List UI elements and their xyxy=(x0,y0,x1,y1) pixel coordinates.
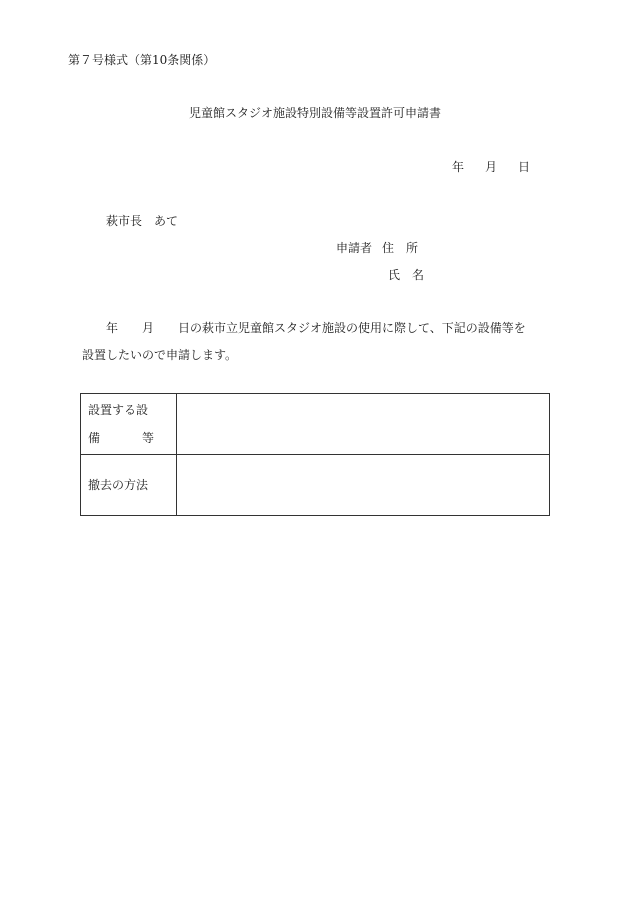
body-month-label: 月 xyxy=(142,321,155,335)
table-row-removal xyxy=(81,455,550,516)
name-label: 氏 名 xyxy=(388,268,425,282)
document-title: 児童館スタジオ施設特別設備等設置許可申請書 xyxy=(188,106,441,120)
equipment-label-end: 等 xyxy=(141,431,154,445)
equipment-label-line-1: 設置する設 xyxy=(88,403,149,417)
removal-label: 撤去の方法 xyxy=(88,478,149,492)
address-label: 住 所 xyxy=(382,241,419,255)
addressee xyxy=(106,214,178,228)
date-month-label: 月 xyxy=(485,160,498,174)
removal-label-cell xyxy=(81,455,177,516)
applicant-role-label: 申請者 xyxy=(336,241,373,255)
addressee-name: 萩市長 xyxy=(106,214,143,228)
date-year-label: 年 xyxy=(452,160,465,174)
body-text-line-1 xyxy=(106,321,526,335)
equipment-label-line-2 xyxy=(88,431,154,445)
table-row-equipment xyxy=(81,394,550,455)
equipment-label-cell xyxy=(81,394,177,455)
detail-table xyxy=(80,393,550,516)
body-text-line-2: 設置したいので申請します。 xyxy=(82,348,238,362)
equipment-value-cell[interactable] xyxy=(176,394,549,455)
applicant-name-row xyxy=(388,268,424,282)
body-year-label: 年 xyxy=(106,321,119,335)
date-day-label: 日 xyxy=(518,160,531,174)
form-number: 第７号様式（第10条関係） xyxy=(68,53,216,67)
equipment-label-start: 備 xyxy=(88,431,101,445)
body-line1-rest: 日の萩市立児童館スタジオ施設の使用に際して、下記の設備等を xyxy=(178,321,526,335)
removal-value-cell[interactable] xyxy=(176,455,549,516)
date-line xyxy=(452,160,530,174)
applicant-address-row xyxy=(336,241,418,255)
addressee-suffix: あて xyxy=(154,214,179,228)
